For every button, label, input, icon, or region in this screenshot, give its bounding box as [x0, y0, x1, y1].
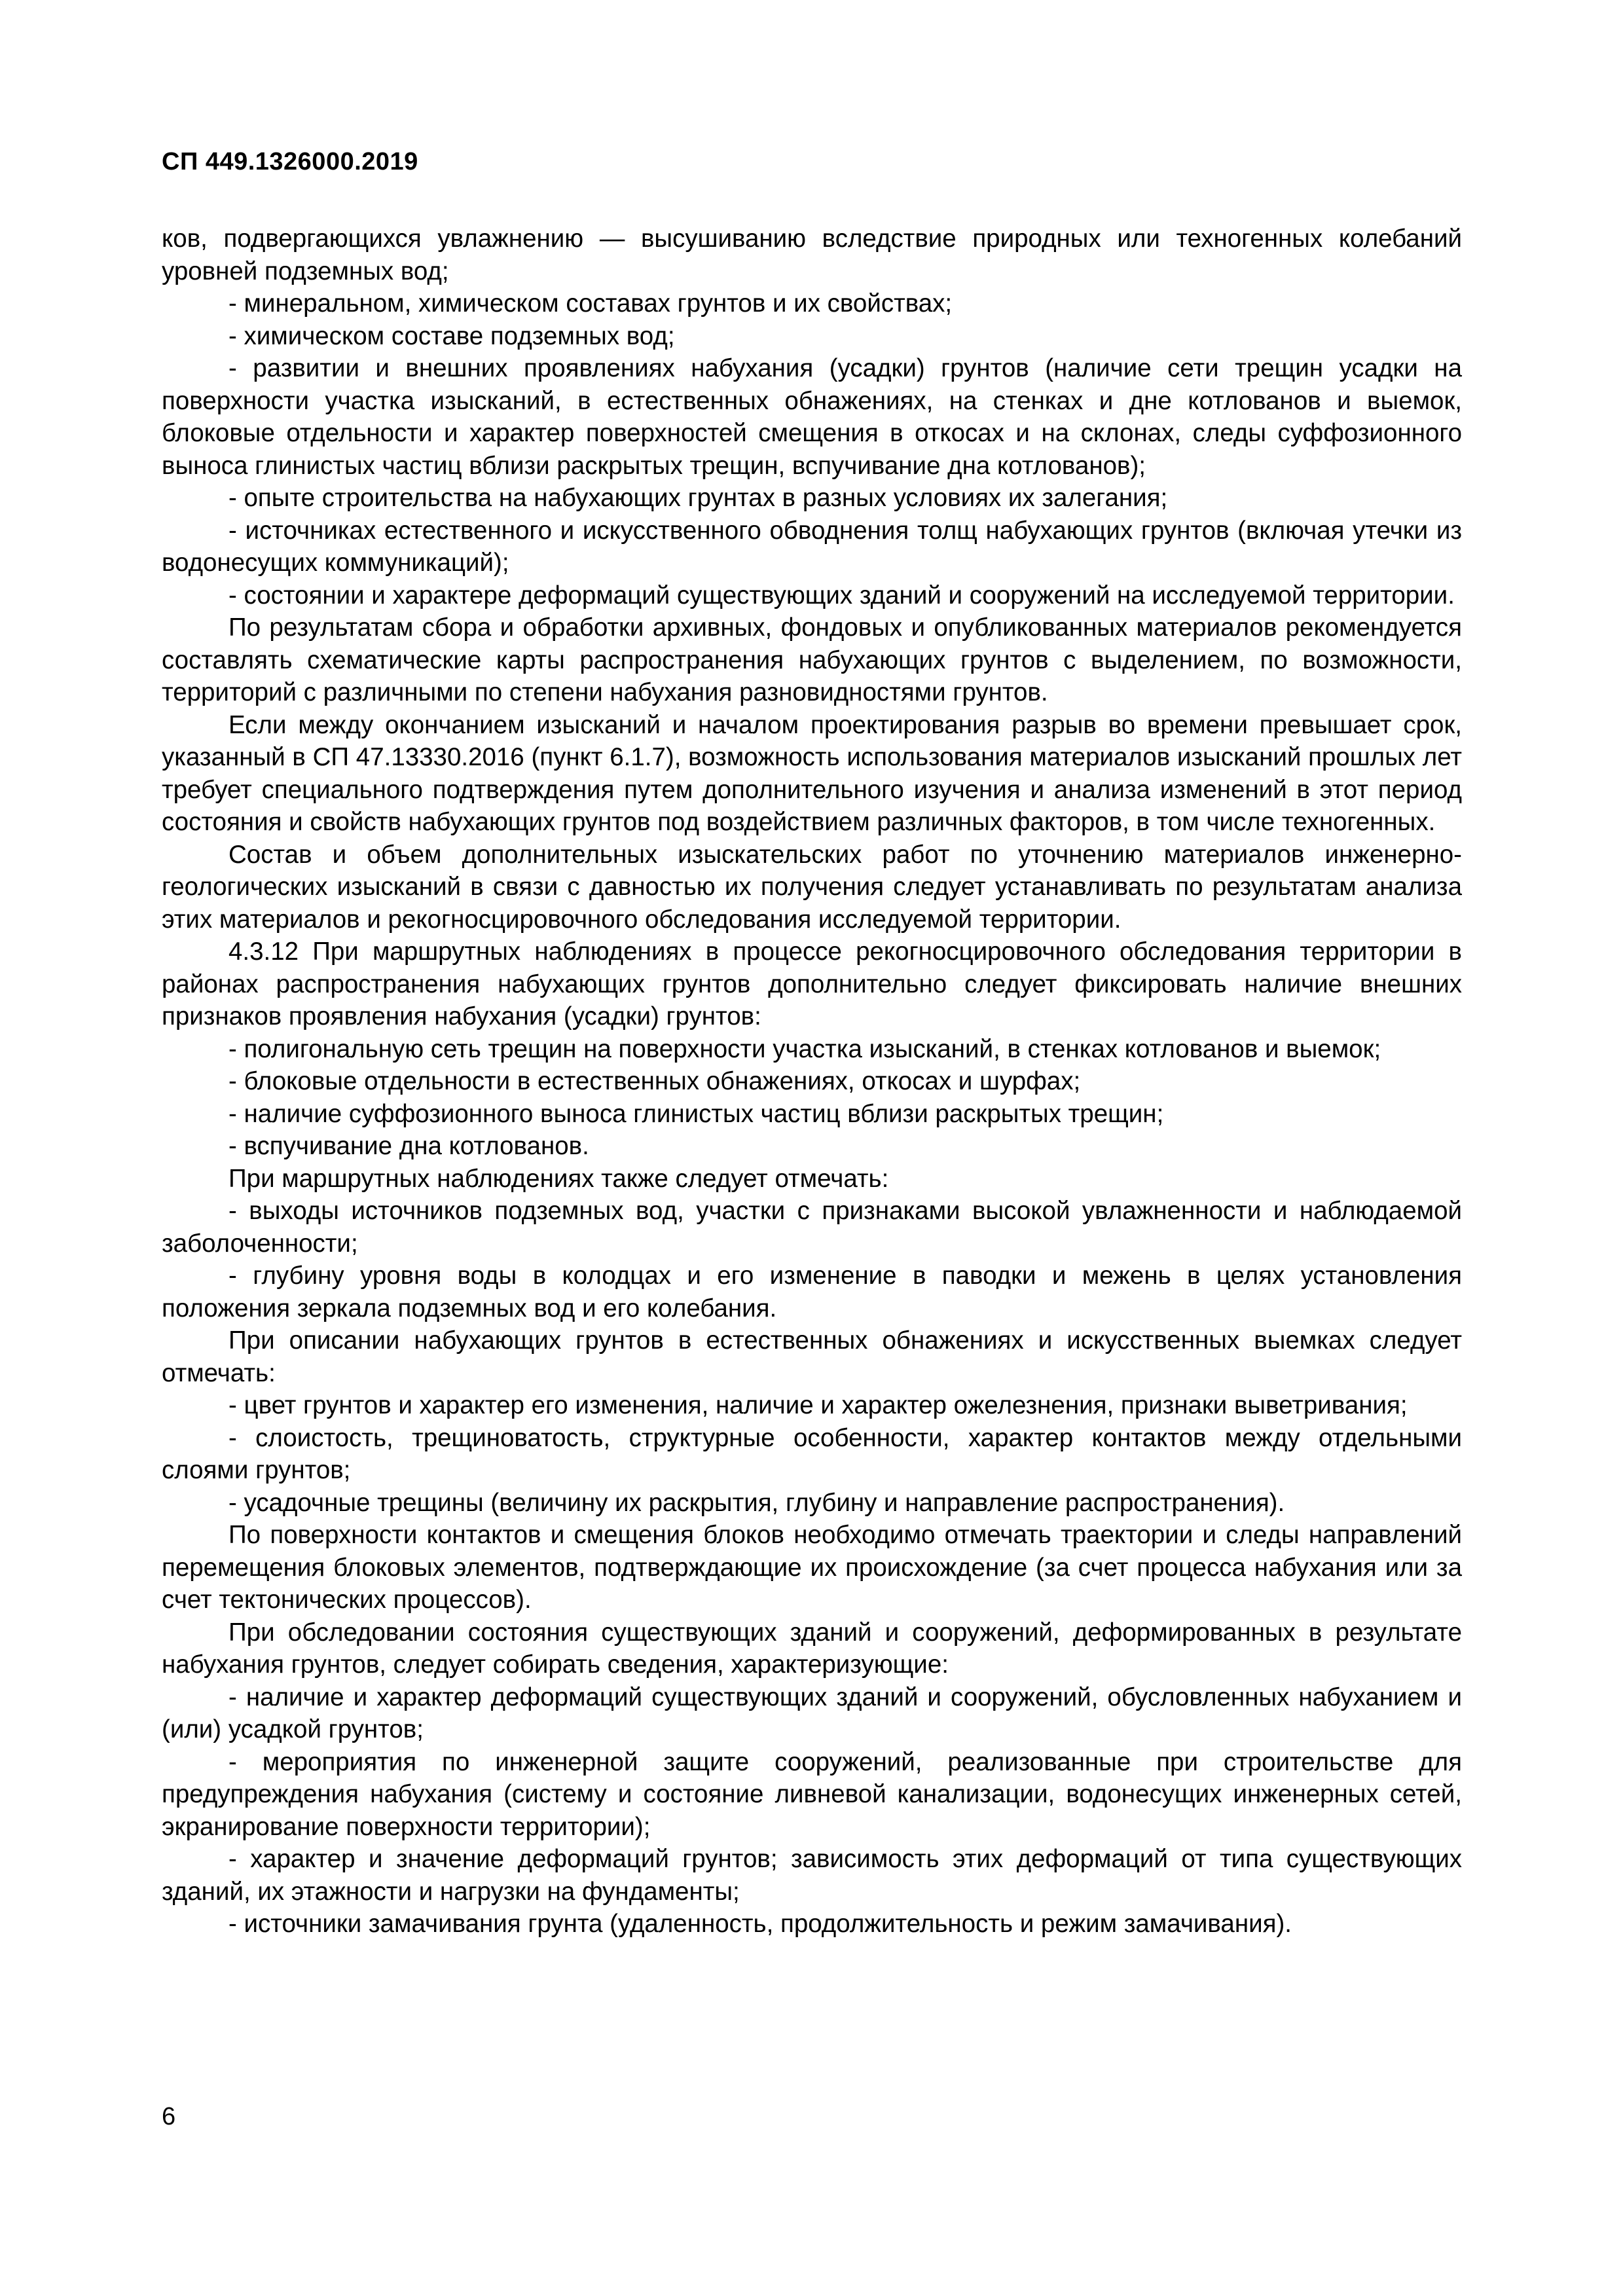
list-item: - мероприятия по инженерной защите сооружений, реализованные при строительстве для предупреждения набухания (систему и состояние ливневой канализации, водонесущих инженерных сетей, экранирование поверхности территории); [162, 1747, 1462, 1841]
list-item: - слоистость, трещиноватость, структурные особенности, характер контактов между отдельными слоями грунтов; [162, 1423, 1462, 1484]
list-item: - выходы источников подземных вод, участки с признаками высокой увлажненности и наблюдаемой заболоченности; [162, 1197, 1462, 1258]
paragraph: Если между окончанием изысканий и началом проектирования разрыв во времени превышает срок, указанный в СП 47.13330.2016 (пункт 6.1.7), возможность использования материалов изысканий прошлых лет требует специального подтверждения путем дополнительного изучения и анализа изменений в этот период состояния и свойств набухающих грунтов под воздействием различных факторов, в том числе техногенных. [162, 710, 1462, 836]
document-code-header: СП 449.1326000.2019 [162, 148, 418, 175]
paragraph: Состав и объем дополнительных изыскательских работ по уточнению материалов инженерно-геологических изысканий в связи с давностью их получения следует устанавливать по результатам анализа этих материалов и рекогносцировочного обследования исследуемой территории. [162, 840, 1462, 934]
list-item: - минеральном, химическом составах грунтов и их свойствах; [228, 289, 953, 318]
page-number: 6 [162, 2103, 176, 2130]
paragraph: При обследовании состояния существующих зданий и сооружений, деформированных в результате набухания грунтов, следует собирать сведения, характеризующие: [162, 1618, 1462, 1679]
list-item: - наличие и характер деформаций существующих зданий и сооружений, обусловленных набуханием и (или) усадкой грунтов; [162, 1683, 1462, 1743]
list-item: - источниках естественного и искусственного обводнения толщ набухающих грунтов (включая утечки из водонесущих коммуникаций); [162, 516, 1462, 577]
list-item: - развитии и внешних проявлениях набухания (усадки) грунтов (наличие сети трещин усадки на поверхности участка изысканий, в естественных обнажениях, на стенках и дне котлованов и выемок, блоковые отдельности и характер поверхностей смещения в откосах и на склонах, следы суффозионного выноса глинистых частиц вблизи раскрытых трещин, вспучивание дна котлованов); [162, 354, 1462, 480]
paragraph: По результатам сбора и обработки архивных, фондовых и опубликованных материалов рекомендуется составлять схематические карты распространения набухающих грунтов с выделением, по возможности, территорий с различными по степени набухания разновидностями грунтов. [162, 613, 1462, 706]
paragraph: По поверхности контактов и смещения блоков необходимо отмечать траектории и следы направлений перемещения блоковых элементов, подтверждающие их происхождение (за счет процесса набухания или за счет тектонических процессов). [162, 1521, 1462, 1614]
list-item: - глубину уровня воды в колодцах и его изменение в паводки и межень в целях установления положения зеркала подземных вод и его колебания. [162, 1262, 1462, 1322]
list-item: - блоковые отдельности в естественных обнажениях, откосах и шурфах; [228, 1067, 1081, 1095]
paragraph-continuation: ков, подвергающихся увлажнению — высушиванию вследствие природных или техногенных колебаний уровней подземных вод; [162, 225, 1462, 285]
list-item: - характер и значение деформаций грунтов; зависимость этих деформаций от типа существующих зданий, их этажности и нагрузки на фундаменты; [162, 1845, 1462, 1906]
clause-4-3-12: 4.3.12 При маршрутных наблюдениях в процессе рекогносцировочного обследования территории в районах распространения набухающих грунтов дополнительно следует фиксировать наличие внешних признаков проявления набухания (усадки) грунтов: [162, 938, 1462, 1030]
list-item: - состоянии и характере деформаций существующих зданий и сооружений на исследуемой территории. [228, 581, 1455, 610]
body-text [162, 223, 1462, 1941]
list-item: - источники замачивания грунта (удаленность, продолжительность и режим замачивания). [228, 1910, 1292, 1938]
list-item: - наличие суффозионного выноса глинистых частиц вблизи раскрытых трещин; [228, 1099, 1164, 1128]
list-item: - усадочные трещины (величину их раскрытия, глубину и направление распространения). [228, 1488, 1285, 1517]
list-item: - полигональную сеть трещин на поверхности участка изысканий, в стенках котлованов и выемок; [228, 1034, 1381, 1063]
paragraph: При описании набухающих грунтов в естественных обнажениях и искусственных выемках следует отмечать: [162, 1326, 1462, 1387]
list-item: - вспучивание дна котлованов. [228, 1132, 589, 1160]
list-item: - опыте строительства на набухающих грунтах в разных условиях их залегания; [228, 484, 1168, 512]
paragraph: При маршрутных наблюдениях также следует отмечать: [228, 1164, 889, 1193]
list-item: - химическом составе подземных вод; [228, 321, 675, 350]
list-item: - цвет грунтов и характер его изменения, наличие и характер ожелезнения, признаки выветривания; [228, 1391, 1408, 1419]
